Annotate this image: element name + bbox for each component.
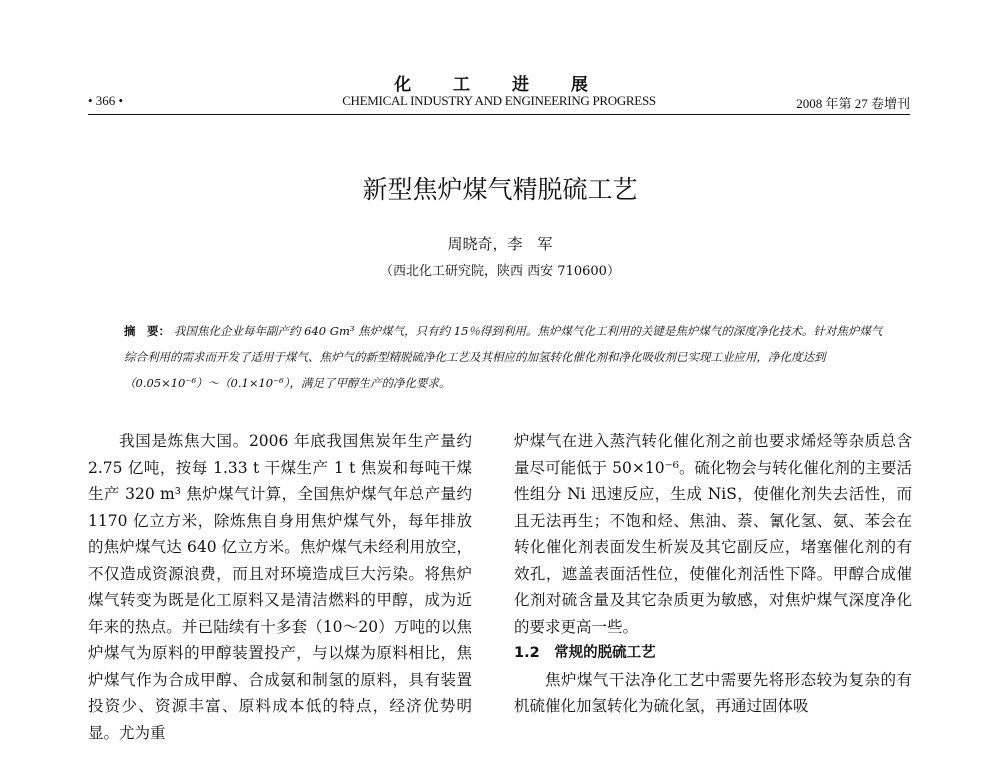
issue-info: 2008 年第 27 卷增刊 xyxy=(796,96,910,111)
article-title: 新型焦炉煤气精脱硫工艺 xyxy=(362,175,638,204)
affiliation: （西北化工研究院，陕西 西安 710600） xyxy=(380,264,620,279)
page-number: • 366 • xyxy=(88,93,124,108)
body-paragraph: 我国是炼焦大国。2006 年底我国焦炭年生产量约 2.75 亿吨，按每 1.33 t 干煤生产 1 t 焦炭和每吨干煤生产 320 m³ 焦炉煤气计算，全国焦炉煤气年总产量约 1170 亿立方米，除炼焦自身用焦炉煤气外，每年排放的焦炉煤气达 640 亿立方米。焦炉煤气未经利用放空，不仅造成资源浪费，而且对环境造成巨大污染。将焦炉煤气转变为既是化工原料又是清洁燃料的甲醇，成为近年来的热点。并已陆续有十多套（10～20）万吨的以焦炉煤气为原料的甲醇装置投产，与以煤为原料相比，焦炉煤气作为合成甲醇、合成氨和制氢的原料，具有装置投资少、资源丰富、原料成本低的特点，经济优势明显。尤为重 xyxy=(88,432,472,742)
abstract-label: 摘 要： xyxy=(124,324,170,338)
abstract-text: 我国焦化企业每年副产约 640 Gm³ 焦炉煤气，只有约 15％得到利用。焦炉煤气化工利用的关键是焦炉煤气的深度净化技术。针对焦炉煤气综合利用的需求而开发了适用于煤气、焦炉气的新型精脱硫净化工艺及其相应的加氢转化催化剂和净化吸收剂已实现工业应用，净化度达到（0.05×10⁻⁶）～（0.1×10⁻⁶），满足了甲醇生产的净化要求。 xyxy=(124,324,883,390)
section-heading: 1.2 常规的脱硫工艺 xyxy=(514,645,656,661)
header-rule xyxy=(88,114,910,115)
body-column-left xyxy=(88,428,472,746)
journal-title-cn: 化 工 进 展 xyxy=(394,75,606,95)
body-column-right xyxy=(514,428,912,720)
body-paragraph: 焦炉煤气干法净化工艺中需要先将形态较为复杂的有机硫催化加氢转化为硫化氢，再通过固体吸 xyxy=(514,670,912,715)
authors: 周晓奇，李 军 xyxy=(447,235,553,253)
abstract xyxy=(124,318,884,396)
journal-title-en: CHEMICAL INDUSTRY AND ENGINEERING PROGRESS xyxy=(342,93,656,108)
body-paragraph: 炉煤气在进入蒸汽转化催化剂之前也要求烯烃等杂质总含量尽可能低于 50×10⁻⁶。硫化物会与转化催化剂的主要活性组分 Ni 迅速反应，生成 NiS，使催化剂失去活性，而且无法再生；不饱和烃、焦油、萘、氰化氢、氨、苯会在转化催化剂表面发生析炭及其它副反应，堵塞催化剂的有效孔，遮盖表面活性位，使催化剂活性下降。甲醇合成催化剂对硫含量及其它杂质更为敏感，对焦炉煤气深度净化的要求更高一些。 xyxy=(514,432,912,636)
